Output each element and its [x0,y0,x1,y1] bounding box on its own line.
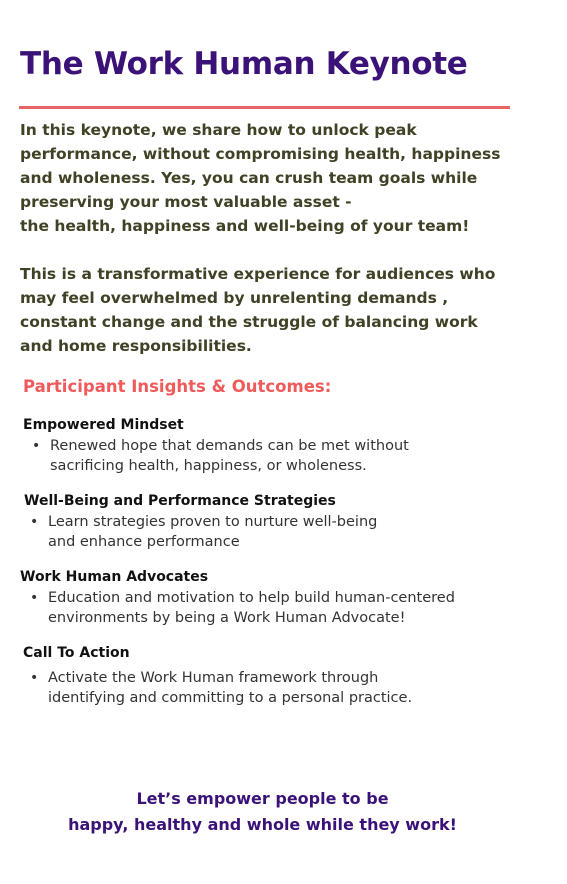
outcome-section [24,491,544,552]
section-title: Work Human Advocates [20,569,209,585]
intro-line: and home responsibilities. [20,337,252,355]
bullet-icon: • [30,670,39,686]
bullet-item [23,436,543,476]
bullet-line: Education and motivation to help build human-centered [48,590,455,606]
bullet-item [24,512,544,552]
outcome-section [23,643,543,708]
closing-line: happy, healthy and whole while they work! [68,815,457,834]
bullet-icon: • [30,590,39,606]
bullet-item [20,588,540,628]
bullet-line: Renewed hope that demands can be met without [50,438,409,454]
intro-line: the health, happiness and well-being of your team! [20,217,470,235]
intro-line: may feel overwhelmed by unrelenting demands , [20,289,449,307]
bullet-line: environments by being a Work Human Advocate! [48,610,406,626]
bullet-line: Learn strategies proven to nurture well-being [48,514,378,530]
section-title: Well-Being and Performance Strategies [24,493,336,509]
outcome-section [23,415,543,476]
intro-line: constant change and the struggle of balancing work [20,313,478,331]
bullet-line: and enhance performance [48,534,240,550]
closing-message [0,786,525,838]
bullet-line: identifying and committing to a personal practice. [48,690,413,706]
intro-line: This is a transformative experience for audiences who [20,265,496,283]
bullet-icon: • [30,514,39,530]
intro-paragraph-2 [20,262,520,358]
intro-paragraph-1 [20,118,520,238]
bullet-line: sacrificing health, happiness, or wholeness. [50,458,367,474]
bullet-item [23,668,543,708]
intro-line: performance, without compromising health, happiness [20,145,501,163]
bullet-line: Activate the Work Human framework through [48,670,379,686]
intro-line: preserving your most valuable asset - [20,193,352,211]
insights-heading: Participant Insights & Outcomes: [23,377,332,396]
section-title: Call To Action [23,645,130,661]
closing-line: Let’s empower people to be [136,789,389,808]
intro-line: and wholeness. Yes, you can crush team goals while [20,169,478,187]
page-title: The Work Human Keynote [20,46,468,82]
intro-text [20,118,520,358]
bullet-icon: • [32,438,41,454]
outcome-section [20,567,540,628]
intro-line: In this keynote, we share how to unlock peak [20,121,417,139]
title-divider [19,106,510,109]
section-title: Empowered Mindset [23,417,184,433]
